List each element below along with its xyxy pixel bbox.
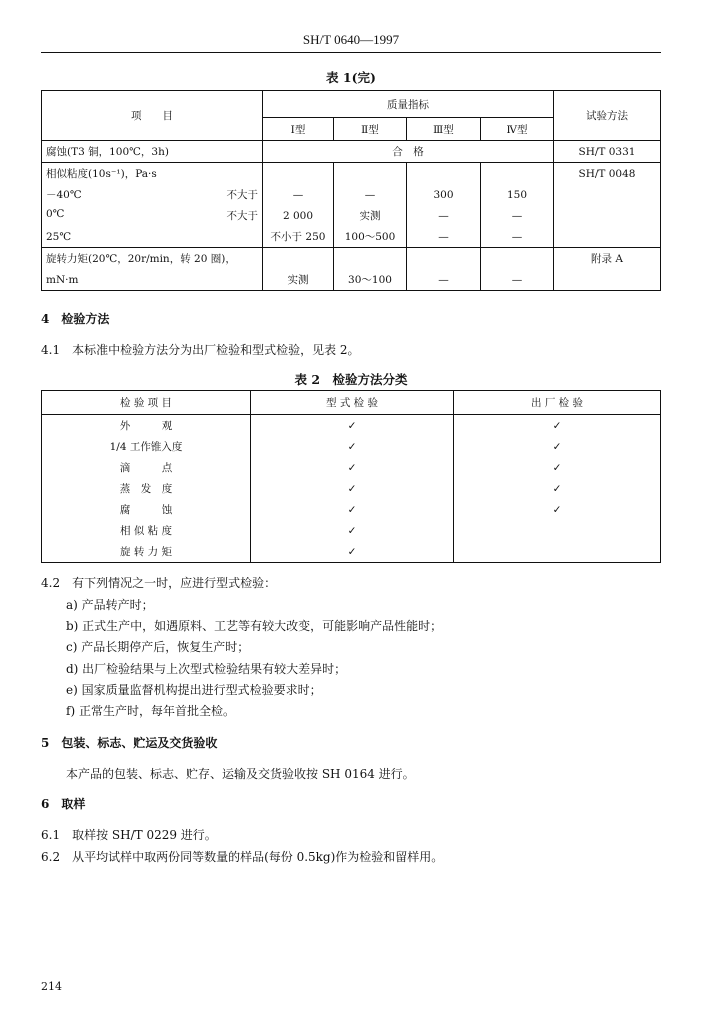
row-value: 150 [481,184,554,205]
type-1: Ⅰ型 [263,118,334,141]
row-method: 附录 A [554,248,661,270]
header-item: 检 验 项 目 [42,391,251,415]
check-icon: ✓ [251,478,454,499]
row-value: — [481,269,554,291]
row-value: 100～500 [334,226,407,248]
check-icon: ✓ [454,436,661,457]
para-4-1: 4.1 本标准中检验方法分为出厂检验和型式检验，见表 2。 [41,343,360,357]
col-method: 试验方法 [554,91,661,141]
list-item: b) 正式生产中，如遇原料、工艺等有较大改变，可能影响产品性能时； [66,619,443,634]
type-4: Ⅳ型 [481,118,554,141]
list-item: d) 出厂检验结果与上次型式检验结果有较大差异时； [66,661,347,676]
header-type-test: 型 式 检 验 [251,391,454,415]
check-icon: ✓ [251,436,454,457]
table1-title: 表 1(完) [326,70,376,85]
check-icon: ✓ [251,520,454,541]
row-method [554,269,661,291]
table-row [42,163,661,185]
row-item: 外 观 [42,415,251,437]
para-6-2: 6.2 从平均试样中取两份同等数量的样品(每份 0.5kg)作为检验和留样用。 [41,850,444,864]
row-method [554,184,661,205]
row-item: 0℃ [46,208,65,220]
row-value [334,248,407,270]
section-5-title: 5 包装、标志、贮运及交货验收 [41,736,218,750]
row-value [263,163,334,185]
check-icon: ✓ [454,478,661,499]
para-5: 本产品的包装、标志、贮存、运输及交货验收按 SH 0164 进行。 [66,767,415,781]
row-item: －40℃ [46,189,82,201]
row-condition: 不大于 [226,210,258,222]
type-2: Ⅱ型 [334,118,407,141]
row-value: 实测 [263,269,334,291]
row-value [263,248,334,270]
table-row [42,436,661,457]
table-row [42,248,661,270]
table-row [42,226,661,248]
row-item: 滴 点 [42,457,251,478]
table-row [42,520,661,541]
row-value: — [481,205,554,226]
row-item: 相似粘度(10s⁻¹)，Pa·s [46,168,157,180]
check-icon: ✓ [454,499,661,520]
row-value: — [481,226,554,248]
table-row: 腐蚀(T3 铜，100℃，3h) 合 格 SH/T 0331 [42,141,661,163]
row-value: — [407,226,481,248]
row-item: 旋转力矩(20℃，20r/min，转 20 圈)， [46,253,236,265]
check-icon: ✓ [454,457,661,478]
col-quality: 质量指标 [263,91,554,118]
row-item: 腐 蚀 [42,499,251,520]
row-item: 相 似 粘 度 [42,520,251,541]
check-icon: ✓ [251,457,454,478]
check-icon: ✓ [251,499,454,520]
row-method [554,226,661,248]
header-factory-test: 出 厂 检 验 [454,391,661,415]
table-row [42,499,661,520]
row-item: 1/4 工作锥入度 [42,436,251,457]
row-value: 实测 [334,205,407,226]
para-4-2-lead: 4.2 有下列情况之一时，应进行型式检验： [41,576,277,590]
list-item: e) 国家质量监督机构提出进行型式检验要求时； [66,682,322,697]
table2 [41,390,661,563]
row-method: SH/T 0048 [554,163,661,185]
check-icon [454,520,661,541]
row-item: mN·m [46,273,79,286]
row-item: 蒸 发 度 [42,478,251,499]
row-value [481,163,554,185]
list-item: c) 产品长期停产后，恢复生产时； [66,640,250,655]
table-row [42,415,661,437]
table-row [42,184,661,205]
page-number: 214 [41,980,62,993]
standard-header: SH/T 0640—1997 [302,32,400,47]
section-4-title: 4 检验方法 [41,312,110,326]
row-value: 300 [407,184,481,205]
row-value: — [334,184,407,205]
table2-title: 表 2 检验方法分类 [294,372,408,387]
row-condition: 不大于 [226,189,258,201]
row-value: 不小于 250 [263,226,334,248]
row-value [481,248,554,270]
header-rule [41,52,661,53]
table-row [42,205,661,226]
row-value: 2 000 [263,205,334,226]
col-item: 项 目 [42,91,263,141]
table1 [41,90,661,291]
row-value: 30～100 [334,269,407,291]
para-6-1: 6.1 取样按 SH/T 0229 进行。 [41,828,217,842]
check-icon: ✓ [251,415,454,437]
row-value [334,163,407,185]
check-icon: ✓ [454,415,661,437]
row-value [407,163,481,185]
row-value: — [407,205,481,226]
row-item: 25℃ [46,230,72,243]
row-value: — [407,269,481,291]
section-6-title: 6 取样 [41,797,86,811]
check-icon [454,541,661,563]
table-row [42,457,661,478]
type-3: Ⅲ型 [407,118,481,141]
list-item: f) 正常生产时，每年首批全检。 [66,704,235,718]
check-icon: ✓ [251,541,454,563]
list-item: a) 产品转产时； [66,598,154,612]
row-value [407,248,481,270]
table-row [42,478,661,499]
table-row [42,269,661,291]
row-item: 旋 转 力 矩 [42,541,251,563]
row-value: — [263,184,334,205]
row-method [554,205,661,226]
table-row [42,541,661,563]
